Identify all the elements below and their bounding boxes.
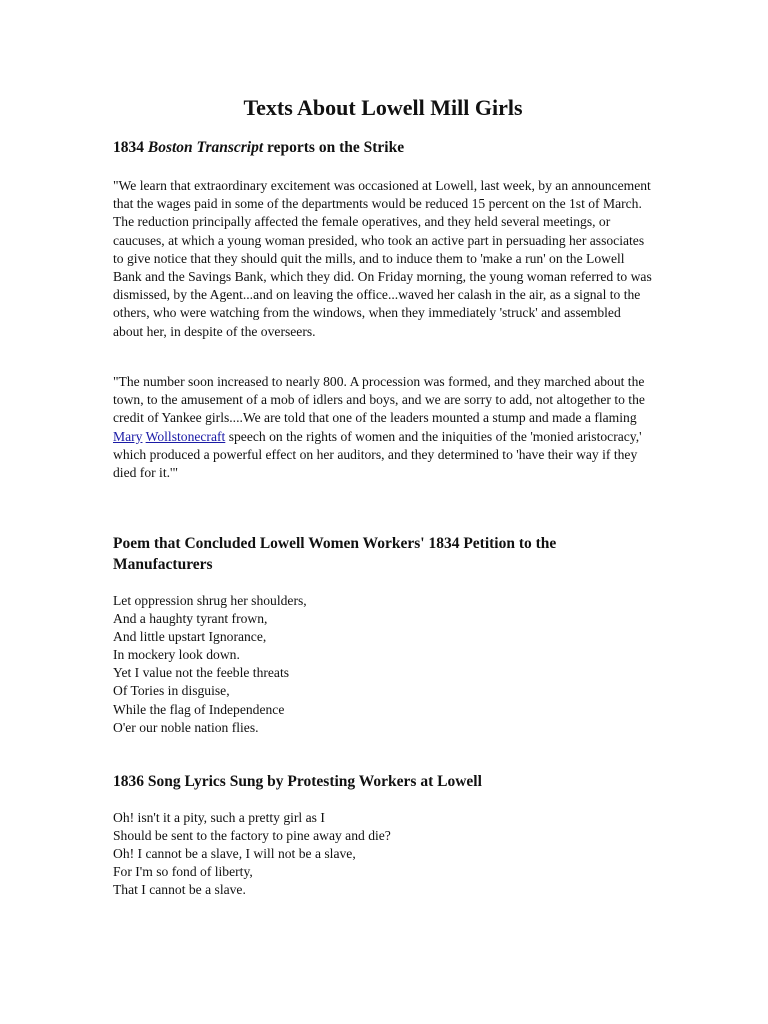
document-title: Texts About Lowell Mill Girls	[243, 95, 523, 120]
verse-line: That I cannot be a slave.	[113, 882, 246, 898]
transcript-paragraph-2	[113, 373, 653, 482]
transcript-paragraph-1: "We learn that extraordinary excitement was occasioned at Lowell, last week, by an announcement that the wages paid in some of the departments would be reduced 15 percent on the 1st of March. The reduction principally affected the female operatives, and they held several meetings, or caucuses, at which a young woman presided, who took an active part in persuading her associates to give notice that they should quit the mills, and to induce them to 'make a run' on the Lowell Bank and the Savings Bank, which they did. On Friday morning, the young woman referred to was dismissed, by the Agent...and on leaving the office...waved her calash in the air, as a signal to the others, who were watching from the windows, when they immediately 'struck' and assembled about her, in despite of the overseers.	[113, 178, 652, 339]
verse-line: While the flag of Independence	[113, 701, 285, 717]
verse-line: Oh! isn't it a pity, such a pretty girl as I	[113, 810, 325, 825]
section-heading-song-lyrics: 1836 Song Lyrics Sung by Protesting Workers at Lowell	[113, 773, 482, 790]
heading-source-title: Boston Transcript	[147, 139, 264, 156]
verse-line: For I'm so fond of liberty,	[113, 864, 253, 880]
verse-line: In mockery look down.	[113, 647, 240, 663]
verse-line: Yet I value not the feeble threats	[113, 665, 290, 681]
section-heading-petition-poem: Poem that Concluded Lowell Women Workers' 1834 Petition to the Manufacturers	[113, 535, 557, 573]
link-mary[interactable]: Mary	[113, 428, 143, 444]
verse-line: And little upstart Ignorance,	[113, 629, 267, 645]
verse-line: Of Tories in disguise,	[113, 683, 230, 699]
verse-line: O'er our noble nation flies.	[113, 719, 259, 735]
heading-year: 1834	[113, 139, 144, 156]
verse-line: Let oppression shrug her shoulders,	[113, 593, 307, 608]
link-wollstonecraft[interactable]: Wollstonecraft	[145, 428, 226, 444]
petition-poem	[113, 592, 653, 737]
verse-line: Should be sent to the factory to pine away and die?	[113, 828, 391, 844]
verse-line: Oh! I cannot be a slave, I will not be a slave,	[113, 846, 356, 862]
paragraph-2-text-before: "The number soon increased to nearly 800. A procession was formed, and they marched about the town, to the amusement of a mob of idlers and boys, and we are sorry to add, not altogether to the credit of Yankee girls....We are told that one of the leaders mounted a stump and made a flaming	[113, 374, 645, 426]
heading-rest: reports on the Strike	[267, 139, 405, 156]
paragraph-2-text-after: speech on the rights of women and the iniquities of the 'monied aristocracy,' which produced a powerful effect on her auditors, and they determined to 'have their way if they died for it.'"	[113, 428, 642, 481]
verse-line: And a haughty tyrant frown,	[113, 611, 268, 627]
section-heading-boston-transcript	[113, 138, 653, 159]
protest-song-lyrics	[113, 809, 653, 899]
